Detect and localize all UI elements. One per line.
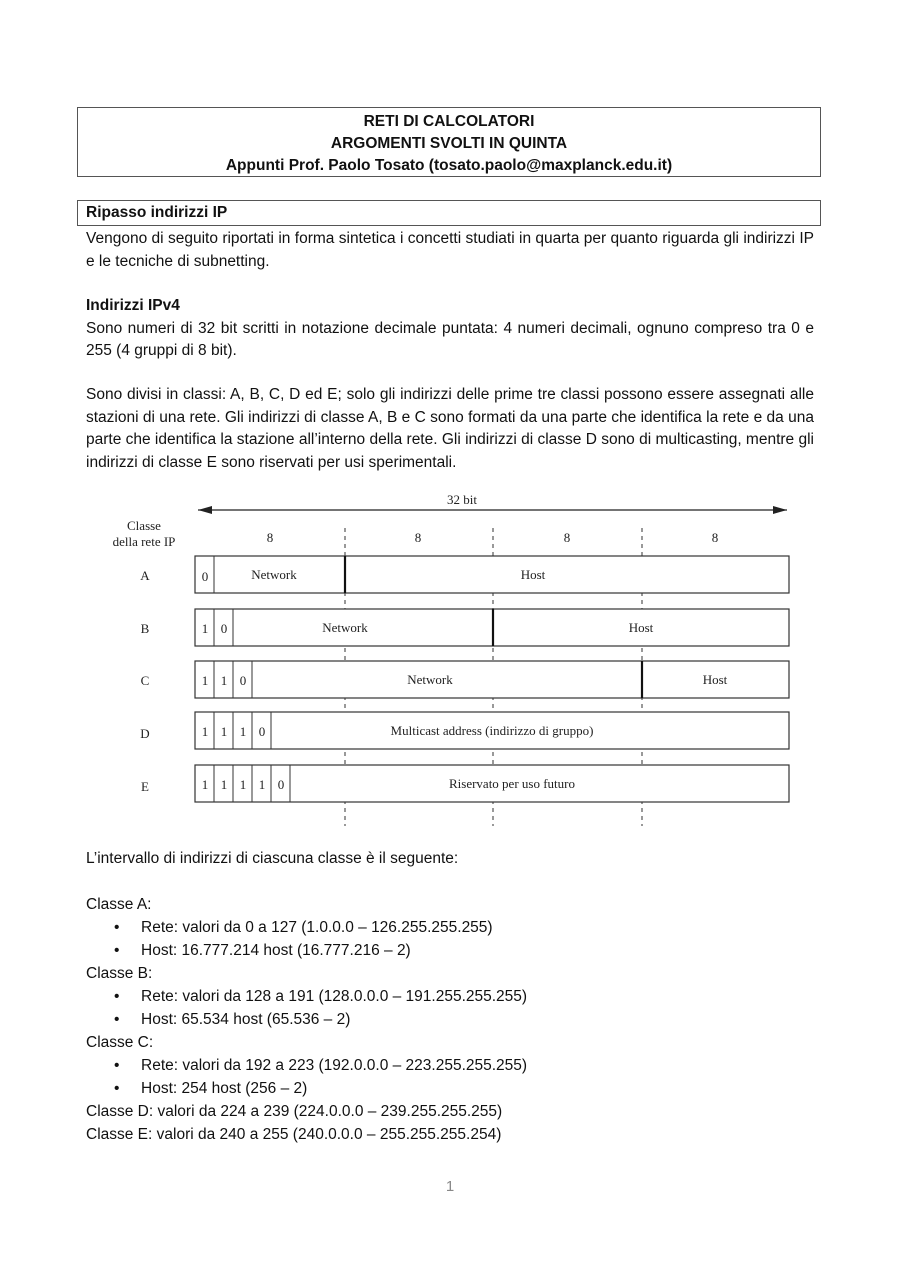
class-e-label: E <box>141 779 149 794</box>
class-e-bit: 1 <box>239 777 247 792</box>
class-d-range: Classe D: valori da 224 a 239 (224.0.0.0 – 239.255.255.255) <box>86 1103 503 1120</box>
class-c-list <box>86 1054 814 1100</box>
class-c-heading: Classe C: <box>86 1034 154 1051</box>
list-item: • Host: 254 host (256 – 2) <box>86 1077 814 1100</box>
class-a-heading: Classe A: <box>86 896 152 913</box>
class-a-network: Network <box>251 567 297 582</box>
section-heading: Ripasso indirizzi IP <box>77 200 821 226</box>
list-item: • Host: 65.534 host (65.536 – 2) <box>86 1008 814 1031</box>
list-item: • Rete: valori da 0 a 127 (1.0.0.0 – 126.255.255.255) <box>86 916 814 939</box>
bullet-icon: • <box>114 1057 120 1074</box>
class-b-host: Host <box>628 620 654 635</box>
list-item: • Host: 16.777.214 host (16.777.216 – 2) <box>86 939 814 962</box>
class-e-range: Classe E: valori da 240 a 255 (240.0.0.0 – 255.255.255.254) <box>86 1126 502 1143</box>
class-c-label: C <box>140 673 150 688</box>
class-a-bit: 0 <box>201 569 209 584</box>
class-b-bit: 0 <box>220 621 228 636</box>
ranges-intro-text: L’intervallo di indirizzi di ciascuna classe è il seguente: <box>86 850 459 867</box>
arrow-left-icon <box>198 506 212 514</box>
class-label-line-1: Classe <box>127 518 161 533</box>
octet-label: 8 <box>266 530 274 545</box>
class-ranges-list <box>86 893 814 1146</box>
class-c-bit: 1 <box>201 673 209 688</box>
ipv4-paragraph-2: Sono divisi in classi: A, B, C, D ed E; solo gli indirizzi delle prime tre classi possono essere assegnati alle stazioni di una rete. Gli indirizzi di classe A, B e C sono formati da una parte che identifica la rete e da una parte che identifica la stazione all’interno della rete. Gli indirizzi di classe D sono di multicasting, mentre gli indirizzi di classe E sono riservati per usi sperimentali. <box>86 386 814 471</box>
class-e-bit: 0 <box>277 777 285 792</box>
class-c-network: Network <box>407 672 453 687</box>
ip-class-diagram-svg <box>95 488 805 830</box>
ranges-intro <box>86 848 814 871</box>
octet-label: 8 <box>711 530 719 545</box>
class-a-label: A <box>140 568 150 583</box>
bullet-icon: • <box>114 1011 120 1028</box>
octet-label: 8 <box>414 530 422 545</box>
class-d-bit: 1 <box>201 724 209 739</box>
class-c-row <box>195 661 789 698</box>
ipv4-heading: Indirizzi IPv4 <box>86 297 180 314</box>
class-b-list <box>86 985 814 1031</box>
class-e-bit: 1 <box>220 777 228 792</box>
bullet-icon: • <box>114 919 120 936</box>
class-b-heading: Classe B: <box>86 965 153 982</box>
list-item: • Rete: valori da 192 a 223 (192.0.0.0 – 223.255.255.255) <box>86 1054 814 1077</box>
total-bits-label: 32 bit <box>447 492 477 507</box>
ip-class-diagram <box>95 488 805 830</box>
bullet-icon: • <box>114 942 120 959</box>
class-b-network: Network <box>322 620 368 635</box>
class-a-host: Host <box>520 567 546 582</box>
bullet-icon: • <box>114 988 120 1005</box>
class-e-reserved: Riservato per uso futuro <box>448 776 576 791</box>
ipv4-paragraph-1: Sono numeri di 32 bit scritti in notazione decimale puntata: 4 numeri decimali, ognuno compreso tra 0 e 255 (4 gruppi di 8 bit). <box>86 319 814 359</box>
list-item: • Rete: valori da 128 a 191 (128.0.0.0 – 191.255.255.255) <box>86 985 814 1008</box>
class-e-bit: 1 <box>258 777 266 792</box>
class-c-bit: 0 <box>239 673 247 688</box>
octet-label: 8 <box>563 530 571 545</box>
title-line-2: ARGOMENTI SVOLTI IN QUINTA <box>330 135 568 152</box>
title-line-3: Appunti Prof. Paolo Tosato (tosato.paolo@maxplanck.edu.it) <box>225 157 673 174</box>
ipv4-section <box>86 295 814 363</box>
class-a-list <box>86 916 814 962</box>
intro-text: Vengono di seguito riportati in forma sintetica i concetti studiati in quarta per quanto riguarda gli indirizzi IP e le tecniche di subnetting. <box>86 230 814 270</box>
arrow-right-icon <box>773 506 787 514</box>
title-line-1: RETI DI CALCOLATORI <box>363 113 535 130</box>
class-c-host: Host <box>702 672 728 687</box>
class-d-bit: 0 <box>258 724 266 739</box>
page-number: 1 <box>445 1178 455 1195</box>
class-c-bit: 1 <box>220 673 228 688</box>
title-box <box>77 107 821 177</box>
class-d-bit: 1 <box>220 724 228 739</box>
ipv4-classes-paragraph <box>86 384 814 474</box>
class-label-line-2: della rete IP <box>112 534 176 549</box>
class-d-bit: 1 <box>239 724 247 739</box>
class-b-label: B <box>140 621 150 636</box>
class-d-label: D <box>140 726 150 741</box>
class-d-multicast: Multicast address (indirizzo di gruppo) <box>390 723 594 738</box>
class-e-bit: 1 <box>201 777 209 792</box>
bullet-icon: • <box>114 1080 120 1097</box>
intro-paragraph <box>86 228 814 273</box>
class-b-bit: 1 <box>201 621 209 636</box>
